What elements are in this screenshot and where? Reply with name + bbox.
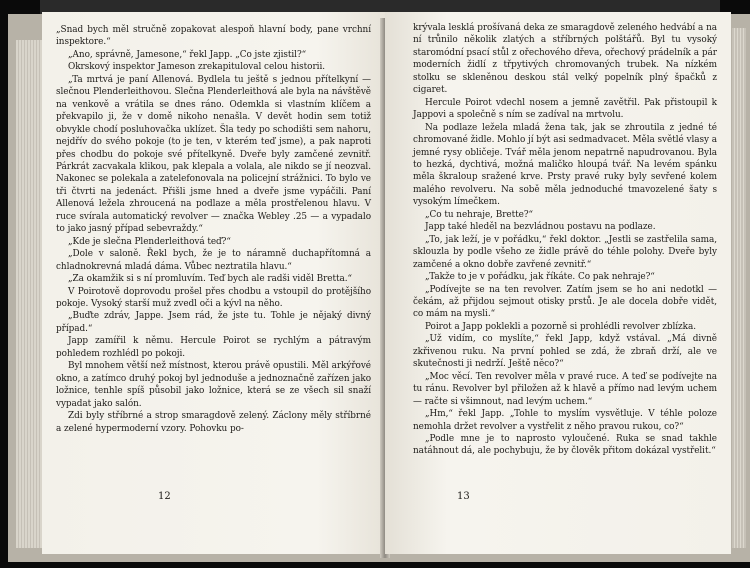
paragraph: Okrskový inspektor Jameson zrekapituloval celou historii. [68,62,326,73]
page-number-left: 12 [158,491,171,502]
paragraph: „Kde je slečna Plenderleithová teď?“ [68,236,231,247]
page-number-right: 13 [457,491,470,502]
paragraph: „Takže to je v pořádku, jak říkáte. Co pak nehraje?“ [425,272,655,283]
paragraph: „Buďte zdráv, Jappe. Jsem rád, že jste tu. Tohle je nějaký divný případ.“ [56,311,371,334]
right-page-edges [732,28,746,548]
paragraph: „Snad bych měl stručně zopakovat alespoň hlavní body, pane vrchní inspektore.“ [56,25,371,48]
right-page [385,12,731,554]
left-page-text [56,24,371,435]
paragraph: „Za okamžik si s ní promluvím. Teď bych ale radši viděl Bretta.“ [68,274,352,285]
paragraph: Byl mnohem větší než místnost, kterou právě opustili. Měl arkýřové okno, a zatímco druhý pokoj byl jednoduše a jednoznačně zařízen jako ložnice, tenhle spíš působil jako ložnice, která se ze všech sil snaží vypadat jako salón. [56,361,371,409]
paragraph: „Ta mrtvá je paní Allenová. Bydlela tu ještě s jednou přítelkyní — slečnou Plenderleithovou. Slečna Plenderleithová ale byla na návštěvě na venkově a vrátila se dnes ráno. Odemkla si vlastním klíčem a překvapilo ji, že v domě nikoho nenašla. V devět hodin sem totiž obvykle chodí posluhovačka uklízet. Šla tedy po schodišti sem nahoru, nejdřív do svého pokoje (to je ten, v kterém teď jsme), a pak naproti přes chodbu do pokoje své přítelkyně. Dveře byly zamčené zevnitř. Párkrát zacvakala klikou, pak klepala a volala, ale nikdo se jí neozval. Nakonec se polekala a zatelefonovala na policejní strážnici. To bylo ve tři čtvrti na jedenáct. Přišli jsme hned a dveře jsme vypáčili. Paní Allenová ležela zhroucená na podlaze a měla prostřelenou hlavu. V ruce svírala automatický revolver — značka Webley .25 — a vypadalo to jako jasný případ sebevraždy.“ [56,74,371,235]
paragraph: Zdi byly stříbrné a strop smaragdově zelený. Záclony měly stříbrné a zelené hypermoderní vzory. Pohovku po- [56,411,371,434]
paragraph: Poirot a Japp poklekli a pozorně si prohlédli revolver zblízka. [425,321,697,332]
paragraph: „Co tu nehraje, Brette?“ [425,209,534,220]
paragraph: Hercule Poirot vdechl nosem a jemně zavětřil. Pak přistoupil k Jappovi a společně s ním se zadíval na mrtvolu. [413,97,717,121]
paragraph: „Už vidím, co myslíte,“ řekl Japp, když vstával. „Má divně zkřivenou ruku. Na první pohled se zdá, že zbraň drží, ale ve skutečnosti ji nedrží. Ještě něco?“ [413,334,717,370]
paragraph: Japp také hleděl na bezvládnou postavu na podlaze. [425,222,656,233]
paragraph: „Podívejte se na ten revolver. Zatím jsem se ho ani nedotkl — čekám, až přijdou sejmout otisky prstů. Je ale docela dobře vidět, co mám na mysli.“ [413,284,717,320]
paragraph: krývala lesklá prošívaná deka ze smaragdově zeleného hedvábí a na ní trůnilo několik zlatých a stříbrných polštářů. Byl tu vysoký staromódní psací stůl z ořechového dřeva, ořechový prádelník a pár moderních židlí z třpytivých chromovaných trubek. Na nízkém stolku se skleněnou deskou stál velký popelník plný špačků z cigaret. [413,23,717,96]
paragraph: „Moc věcí. Ten revolver měla v pravé ruce. A teď se podívejte na tu ránu. Revolver byl přiložen až k hlavě a přímo nad levým uchem — račte si všimnout, nad levým uchem.“ [413,371,717,407]
paragraph: Na podlaze ležela mladá žena tak, jak se zhroutila z jedné té chromované židle. Mohlo jí být asi sedmadvacet. Měla světlé vlasy a jemné rysy obličeje. Tvář měla jenom nepatrně napudrovanou. Byla to hezká, dychtivá, možná maličko hloupá tvář. Na levém spánku měla škraloup sražené krve. Prsty pravé ruky byly sevřené kolem malého revolveru. Na sobě měla jednoduché tmavozelené šaty s vysokým límečkem. [413,122,717,208]
right-page-text [413,22,717,458]
paragraph: Japp zamířil k němu. Hercule Poirot se rychlým a pátravým pohledem rozhlédl po pokoji. [56,336,371,359]
paragraph: „Hm,“ řekl Japp. „Tohle to myslím vysvětluje. V téhle poloze nemohla držet revolver a vystřelit z něho pravou rukou, co?“ [413,409,717,432]
left-page [42,12,385,554]
paragraph: „To, jak leží, je v pořádku,“ řekl doktor. „Jestli se zastřelila sama, sklouzla by podle všeho ze židle právě do téhle polohy. Dveře byly zamčené a okno dobře zavřené zevnitř.“ [413,234,717,270]
paragraph: „Ano, správně, Jamesone,“ řekl Japp. „Co jste zjistil?“ [68,49,307,60]
paragraph: „Dole v saloně. Řekl bych, že je to náramně duchapřítomná a chladnokrevná mladá dáma. Vůbec neztratila hlavu.“ [56,249,371,272]
paragraph: V Poirotově doprovodu prošel přes chodbu a vstoupil do protějšího pokoje. Vysoký starší muž zvedl oči a kývl na něho. [56,286,371,309]
left-page-edges [16,40,42,548]
paragraph: „Podle mne je to naprosto vyloučené. Ruka se snad takhle natáhnout dá, ale pochybuju, že by člověk přitom dokázal vystřelit.“ [413,433,717,457]
